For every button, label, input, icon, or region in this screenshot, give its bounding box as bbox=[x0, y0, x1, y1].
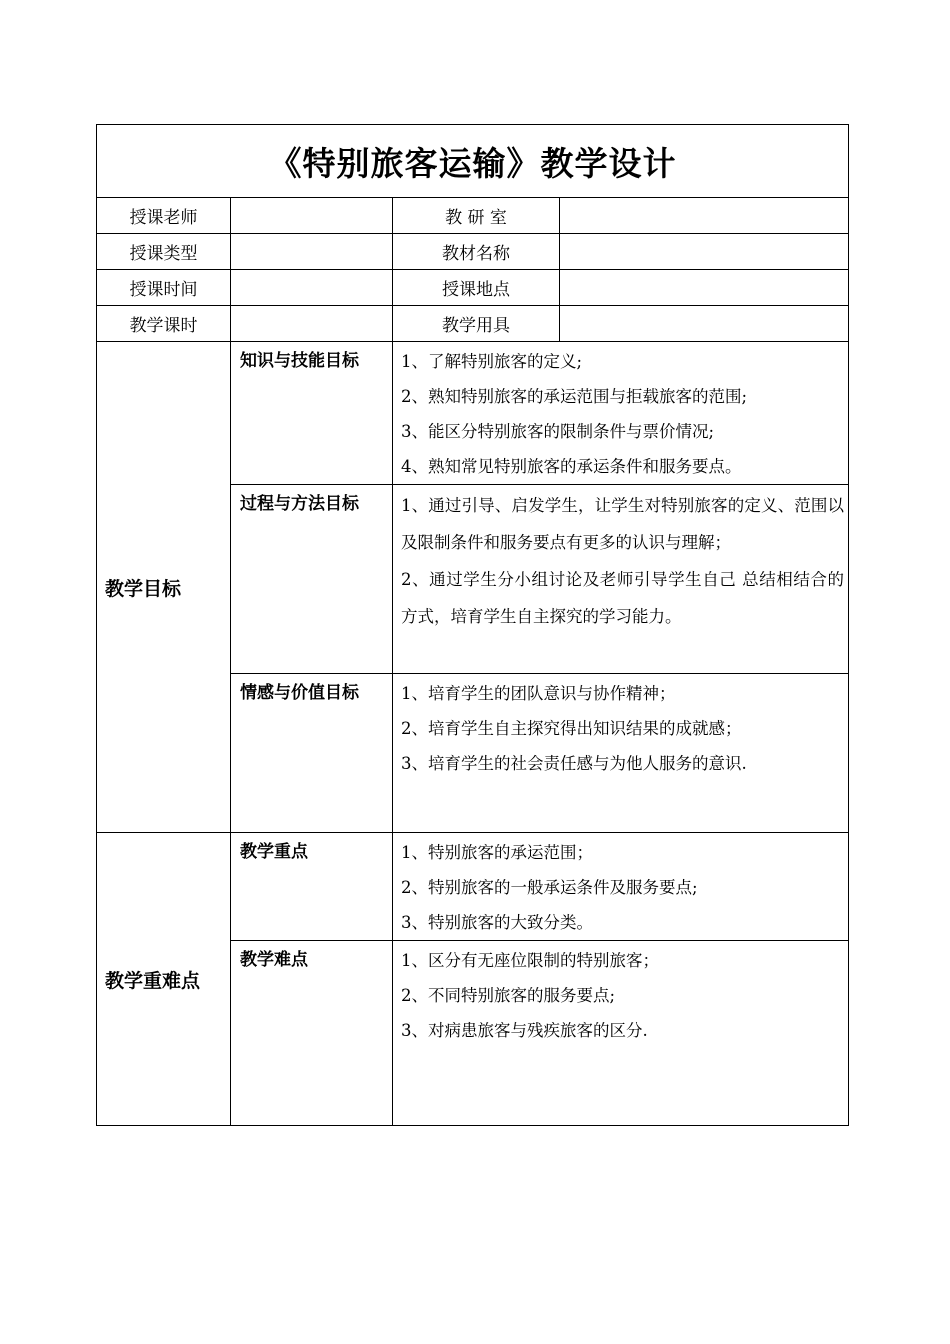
info-row bbox=[97, 234, 849, 270]
info-value bbox=[560, 198, 849, 234]
key-points-label: 教学重难点 bbox=[97, 833, 231, 1126]
info-value bbox=[231, 306, 393, 342]
list-item: 4、熟知常见特别旅客的承运条件和服务要点。 bbox=[401, 457, 742, 476]
lesson-plan-table bbox=[96, 124, 849, 1126]
lesson-plan-document bbox=[96, 124, 848, 1126]
difficulty-items bbox=[393, 941, 849, 1126]
document-title: 《特别旅客运输》教学设计 bbox=[97, 125, 849, 198]
list-item: 2、熟知特别旅客的承运范围与拒载旅客的范围; bbox=[401, 387, 748, 406]
list-item: 2、通过学生分小组讨论及老师引导学生自己 总结相结合的方式，培育学生自主探究的学习能力。 bbox=[401, 570, 844, 626]
info-value bbox=[560, 234, 849, 270]
info-label: 授课类型 bbox=[97, 234, 231, 270]
list-item: 3、对病患旅客与残疾旅客的区分. bbox=[401, 1021, 648, 1040]
list-item: 2、不同特别旅客的服务要点; bbox=[401, 986, 616, 1005]
info-label: 授课时间 bbox=[97, 270, 231, 306]
list-item: 1、通过引导、启发学生，让学生对特别旅客的定义、范围以及限制条件和服务要点有更多的认识与理解； bbox=[401, 496, 844, 552]
info-label: 授课地点 bbox=[393, 270, 560, 306]
difficulty-label: 教学难点 bbox=[231, 941, 393, 1126]
info-row bbox=[97, 306, 849, 342]
info-value bbox=[231, 198, 393, 234]
emotion-goal-label: 情感与价值目标 bbox=[231, 674, 393, 833]
list-item: 2、特别旅客的一般承运条件及服务要点; bbox=[401, 878, 698, 897]
list-item: 1、培育学生的团队意识与协作精神； bbox=[401, 684, 676, 703]
list-item: 1、特别旅客的承运范围； bbox=[401, 843, 593, 862]
info-value bbox=[560, 270, 849, 306]
info-label: 授课老师 bbox=[97, 198, 231, 234]
info-value bbox=[560, 306, 849, 342]
emotion-goal-items bbox=[393, 674, 849, 833]
process-goal-label: 过程与方法目标 bbox=[231, 485, 393, 674]
info-label: 教 研 室 bbox=[393, 198, 560, 234]
info-label: 教材名称 bbox=[393, 234, 560, 270]
list-item: 3、能区分特别旅客的限制条件与票价情况; bbox=[401, 422, 715, 441]
info-row bbox=[97, 270, 849, 306]
focus-label: 教学重点 bbox=[231, 833, 393, 941]
list-item: 2、培育学生自主探究得出知识结果的成就感； bbox=[401, 719, 742, 738]
knowledge-goal-items bbox=[393, 342, 849, 485]
info-label: 教学课时 bbox=[97, 306, 231, 342]
list-item: 1、区分有无座位限制的特别旅客； bbox=[401, 951, 659, 970]
list-item: 3、培育学生的社会责任感与为他人服务的意识. bbox=[401, 754, 747, 773]
info-value bbox=[231, 270, 393, 306]
teaching-goals-label: 教学目标 bbox=[97, 342, 231, 833]
info-label: 教学用具 bbox=[393, 306, 560, 342]
info-value bbox=[231, 234, 393, 270]
info-row bbox=[97, 198, 849, 234]
knowledge-goal-label: 知识与技能目标 bbox=[231, 342, 393, 485]
process-goal-items bbox=[393, 485, 849, 674]
list-item: 1、了解特别旅客的定义; bbox=[401, 352, 583, 371]
list-item: 3、特别旅客的大致分类。 bbox=[401, 913, 593, 932]
focus-items bbox=[393, 833, 849, 941]
